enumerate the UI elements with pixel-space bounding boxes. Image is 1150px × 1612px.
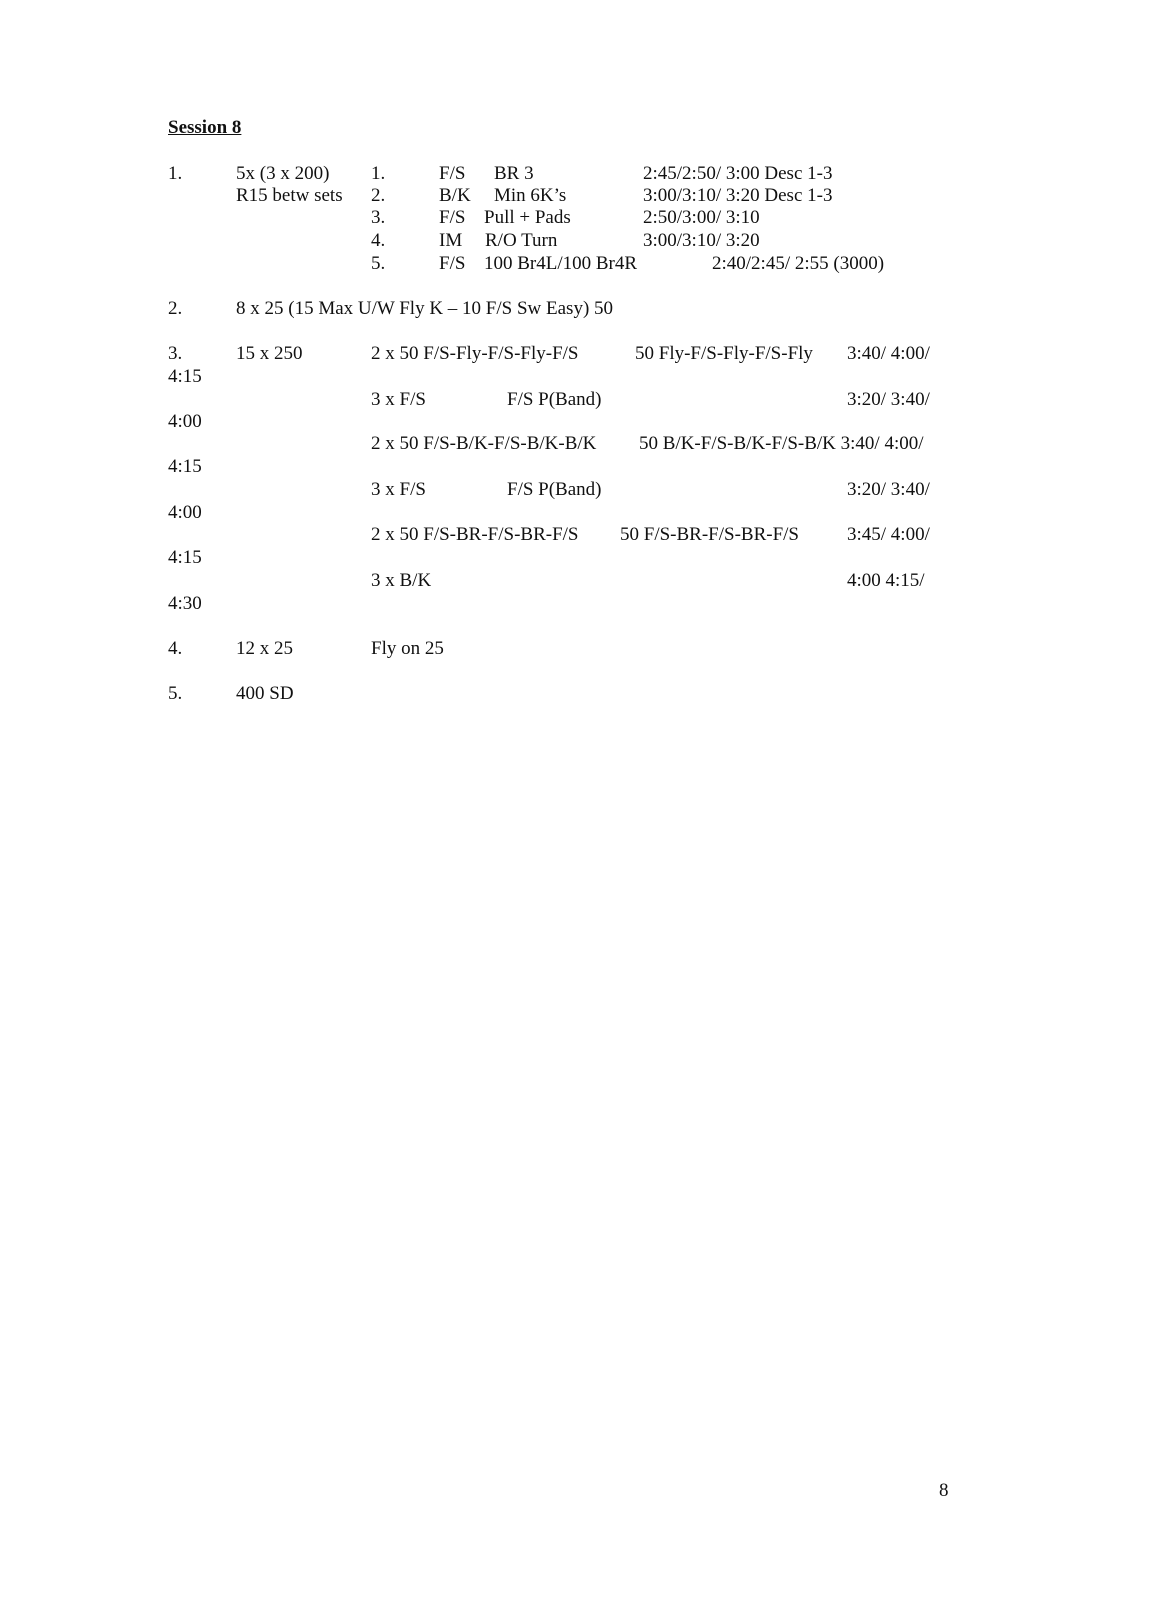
item-1-row-3-times: 2:50/3:00/ 3:10	[643, 207, 760, 228]
item-3-row-5-a: 2 x 50 F/S-BR-F/S-BR-F/S	[371, 524, 579, 545]
item-3-row-3-b: 50 B/K-F/S-B/K-F/S-B/K 3:40/ 4:00/	[639, 433, 924, 454]
item-1-row-4-number: 4.	[371, 230, 386, 251]
item-1-row-3-number: 3.	[371, 207, 386, 228]
item-3-row-5-times: 3:45/ 4:00/	[847, 524, 930, 545]
item-3-row-1-a: 2 x 50 F/S-Fly-F/S-Fly-F/S	[371, 343, 579, 364]
item-1-row-5-detail: 100 Br4L/100 Br4R	[484, 253, 638, 274]
item-3-number: 3.	[168, 343, 183, 364]
item-1-desc-line1: 5x (3 x 200)	[236, 163, 330, 184]
item-3-set: 15 x 250	[236, 343, 303, 364]
item-3-row-3-wrap: 4:15	[168, 456, 202, 477]
item-3-row-5-wrap: 4:15	[168, 547, 202, 568]
item-1-row-2-detail: Min 6K’s	[494, 185, 567, 206]
item-3-row-2-a: 3 x F/S	[371, 389, 426, 410]
item-3-row-4-wrap: 4:00	[168, 502, 202, 523]
item-3-row-3-a: 2 x 50 F/S-B/K-F/S-B/K-B/K	[371, 433, 597, 454]
item-1-row-4-stroke: IM	[439, 230, 463, 251]
page-number: 8	[939, 1480, 949, 1501]
item-1-row-1-stroke: F/S	[439, 163, 466, 184]
item-1-row-2-number: 2.	[371, 185, 386, 206]
item-3-row-6-a: 3 x B/K	[371, 570, 432, 591]
item-5-text: 400 SD	[236, 683, 294, 704]
item-1-row-1-number: 1.	[371, 163, 386, 184]
item-1-row-2-stroke: B/K	[439, 185, 471, 206]
item-3-row-6-times: 4:00 4:15/	[847, 570, 925, 591]
item-1-row-1-detail: BR 3	[494, 163, 534, 184]
item-3-row-1-wrap: 4:15	[168, 366, 202, 387]
item-3-row-6-wrap: 4:30	[168, 593, 202, 614]
item-1-row-5-times: 2:40/2:45/ 2:55 (3000)	[712, 253, 885, 274]
item-1-row-5-stroke: F/S	[439, 253, 466, 274]
item-1-desc-line2: R15 betw sets	[236, 185, 343, 206]
item-1-row-5-number: 5.	[371, 253, 386, 274]
item-3-row-4-a: 3 x F/S	[371, 479, 426, 500]
item-1-row-2-times: 3:00/3:10/ 3:20 Desc 1-3	[643, 185, 833, 206]
item-3-row-2-times: 3:20/ 3:40/	[847, 389, 930, 410]
item-3-row-2-wrap: 4:00	[168, 411, 202, 432]
item-4-number: 4.	[168, 638, 183, 659]
item-2-text: 8 x 25 (15 Max U/W Fly K – 10 F/S Sw Easy) 50	[236, 298, 614, 319]
item-3-row-1-b: 50 Fly-F/S-Fly-F/S-Fly	[635, 343, 813, 364]
item-2-number: 2.	[168, 298, 183, 319]
page-title: Session 8	[168, 117, 242, 138]
item-4-set: 12 x 25	[236, 638, 293, 659]
item-4-text: Fly on 25	[371, 638, 444, 659]
item-3-row-4-b: F/S P(Band)	[507, 479, 602, 500]
item-1-row-4-detail: R/O Turn	[485, 230, 558, 251]
item-1-row-3-stroke: F/S	[439, 207, 466, 228]
item-1-number: 1.	[168, 163, 183, 184]
item-5-number: 5.	[168, 683, 183, 704]
item-3-row-4-times: 3:20/ 3:40/	[847, 479, 930, 500]
item-3-row-5-b: 50 F/S-BR-F/S-BR-F/S	[620, 524, 799, 545]
item-1-row-1-times: 2:45/2:50/ 3:00 Desc 1-3	[643, 163, 833, 184]
item-1-row-3-detail: Pull + Pads	[484, 207, 571, 228]
item-1-row-4-times: 3:00/3:10/ 3:20	[643, 230, 760, 251]
item-3-row-2-b: F/S P(Band)	[507, 389, 602, 410]
item-3-row-1-times: 3:40/ 4:00/	[847, 343, 930, 364]
